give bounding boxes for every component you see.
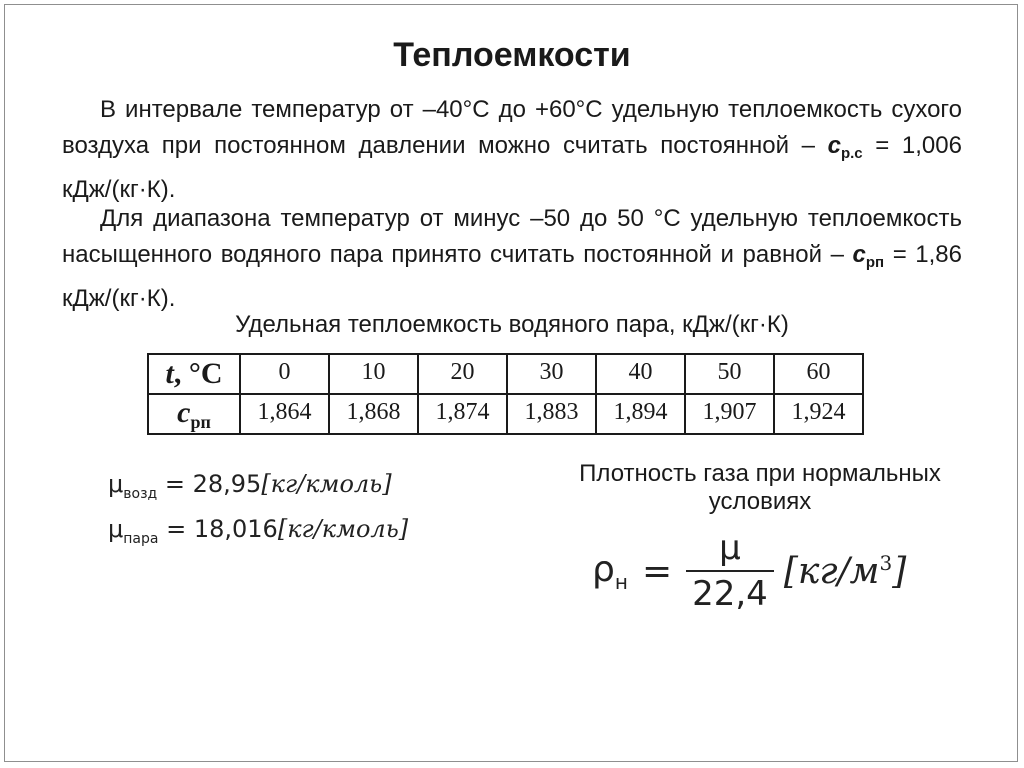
density-title: Плотность газа при нормальных условиях [579,460,941,515]
table-cell-temperature: 10 [329,354,418,394]
table-cell-temperature: 50 [685,354,774,394]
heat-capacity-header-cell [148,394,240,434]
density-unit-power: 3 [879,550,893,575]
cp-vapor-symbol: c [852,241,866,268]
fraction-numerator: μ [719,528,741,568]
temperature-symbol: t [165,357,174,390]
molar-mass-vapor-formula [108,515,408,547]
mu-air-symbol: μ [108,470,124,498]
temperature-header-cell [148,354,240,394]
paragraph-dry-air [62,92,962,208]
slide-title: Теплоемкости [393,36,631,74]
mu-air-value: = 28,95 [157,470,262,498]
heat-capacity-subscript: рп [190,411,211,432]
table-cell-heat-capacity: 1,894 [596,394,685,434]
rho-symbol [592,549,628,594]
molar-mass-air-formula [108,470,392,502]
rho-letter: ρ [592,548,615,590]
table-cell-temperature: 0 [240,354,329,394]
density-formula [592,528,906,614]
density-fraction [686,528,774,614]
mu-vapor-value: = 18,016 [158,515,278,543]
table-cell-temperature: 40 [596,354,685,394]
cp-dry-air-symbol: c [827,132,841,159]
fraction-denominator: 22,4 [686,570,774,614]
table-cell-heat-capacity: 1,883 [507,394,596,434]
density-unit-base: [кг/м [783,550,880,592]
table-row-heat-capacity [148,394,863,434]
table-cell-heat-capacity: 1,907 [685,394,774,434]
mu-air-unit: [кг/кмоль] [261,470,392,498]
cp-vapor-value: = 1,86 кДж/(кг·К). [62,241,963,312]
paragraph-vapor-text: Для диапазона температур от минус –50 до 50 °С удельную теплоемкость насыщенного водяного пара принято считать постоянной и равной – [62,205,962,268]
density-unit [784,551,907,592]
vapor-heat-capacity-table [147,353,864,435]
table-cell-heat-capacity: 1,864 [240,394,329,434]
table-cell-heat-capacity: 1,868 [329,394,418,434]
paragraph-dry-air-text: В интервале температур от –40°С до +60°С удельную теплоемкость сухого воздуха при постоянном давлении можно считать постоянной – [62,96,962,159]
table-cell-heat-capacity: 1,924 [774,394,863,434]
equals-sign: = [641,550,673,592]
table-caption: Удельная теплоемкость водяного пара, кДж/(кг·К) [235,311,789,338]
heat-capacity-symbol: c [177,395,191,429]
mu-air-subscript: возд [123,486,158,502]
density-unit-close: ] [892,550,907,592]
rho-subscript: н [614,569,628,594]
mu-vapor-subscript: пара [123,531,159,547]
table-cell-temperature: 30 [507,354,596,394]
table-row-temperature [148,354,863,394]
cp-dry-air-subscript: p.c [840,145,863,162]
cp-dry-air-value: = 1,006 кДж/(кг·К). [62,132,962,203]
mu-vapor-symbol: μ [108,515,124,543]
mu-vapor-unit: [кг/кмоль] [277,515,409,543]
table-cell-temperature: 20 [418,354,507,394]
table-cell-heat-capacity: 1,874 [418,394,507,434]
cp-vapor-subscript: рп [865,254,885,271]
paragraph-vapor [62,201,962,317]
temperature-unit: , °С [173,357,223,390]
table-cell-temperature: 60 [774,354,863,394]
